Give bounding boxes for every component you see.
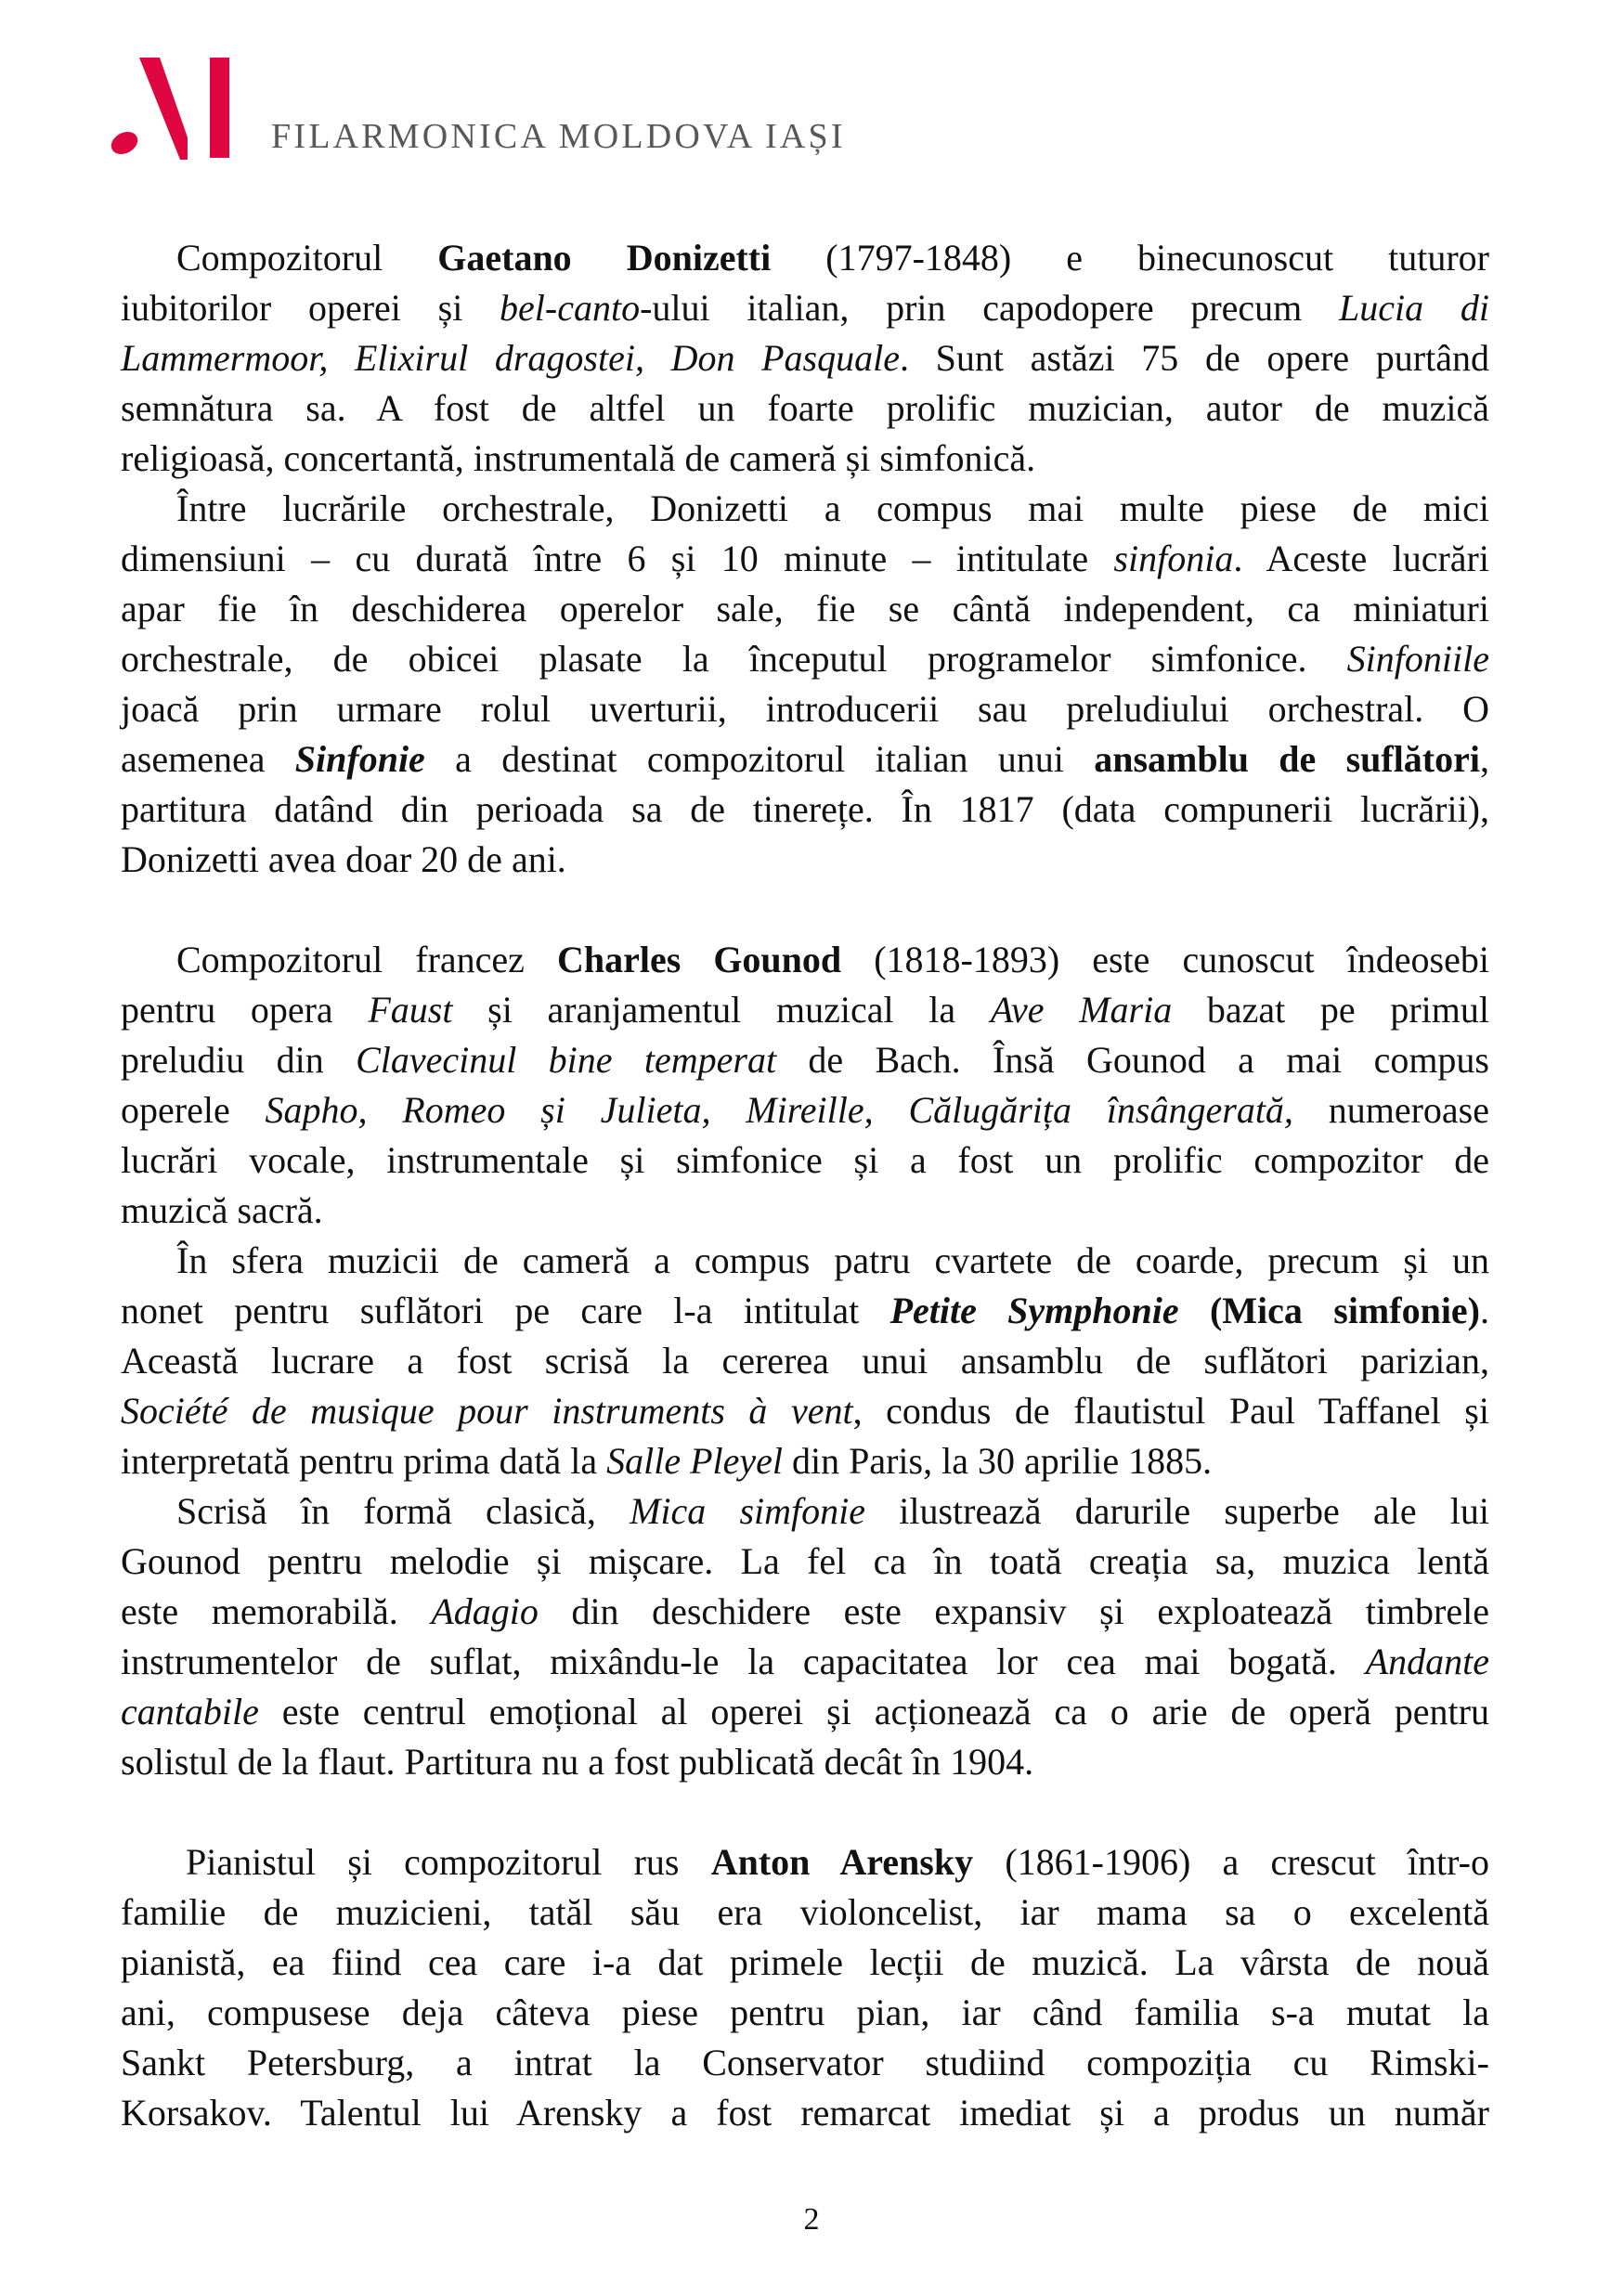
text-run: asemenea <box>121 738 295 780</box>
text-line <box>121 434 1489 484</box>
text-run: Între lucrările orchestrale, Donizetti a compus mai multe piese de mici <box>176 487 1489 529</box>
text-run: este centrul emoțional al operei și acționează ca o arie de operă pentru <box>258 1691 1489 1732</box>
text-run: din Paris, la 30 aprilie 1885. <box>783 1440 1213 1482</box>
text-line <box>121 1386 1489 1436</box>
text-run: -ului italian, prin capodopere precum <box>640 287 1340 329</box>
text-run: bazat pe primul <box>1172 989 1489 1031</box>
italic-text: Sinfoniile <box>1346 638 1489 680</box>
text-line <box>121 1737 1489 1787</box>
text-run: solistul de la flaut. Partitura nu a fost publicată decât în 1904. <box>121 1741 1034 1783</box>
text-run: este memorabilă. <box>121 1590 432 1632</box>
italic-text: Andante <box>1365 1641 1489 1682</box>
text-run <box>1179 1290 1210 1331</box>
bold-text: Charles Gounod <box>556 939 842 980</box>
text-line <box>121 1035 1489 1085</box>
italic-text: Adagio <box>431 1590 539 1632</box>
text-run: apar fie în deschiderea operelor sale, fie se cântă independent, ca miniaturi <box>121 588 1489 629</box>
text-run: Compozitorul <box>176 237 438 279</box>
text-run: (1818-1893) este cunoscut îndeosebi <box>841 939 1489 980</box>
text-line <box>121 2038 1489 2088</box>
bold-italic-text: Sinfonie <box>294 738 425 780</box>
text-line <box>121 383 1489 434</box>
text-line <box>121 1887 1489 1938</box>
text-line <box>121 835 1489 885</box>
text-line <box>121 1236 1489 1286</box>
bold-text: ansamblu de suflători <box>1094 738 1480 780</box>
text-run: iubitorilor operei și <box>121 287 500 329</box>
text-line <box>121 1186 1489 1236</box>
italic-text: bel-canto <box>500 287 641 329</box>
text-run: pianistă, ea fiind cea care i-a dat primele lecții de muzică. La vârsta de nouă <box>121 1941 1489 1983</box>
text-line <box>121 1687 1489 1737</box>
text-run: ilustrează darurile superbe ale lui <box>865 1490 1490 1532</box>
text-run: semnătura sa. A fost de altfel un foarte prolific muzician, autor de muzică <box>121 387 1489 429</box>
text-line <box>121 233 1489 283</box>
page-number: 2 <box>803 2202 820 2237</box>
bold-text: (Mica simfonie) <box>1209 1290 1481 1331</box>
text-run: ani, compusese deja câteva piese pentru pian, iar când familia s-a mutat la <box>121 1991 1489 2033</box>
text-run: Pianistul și compozitorul rus <box>186 1841 711 1883</box>
text-line <box>121 584 1489 634</box>
filarmonica-logo-icon <box>104 54 239 163</box>
brand-name: FILARMONICA MOLDOVA IAȘI <box>271 117 846 156</box>
text-run: familie de muzicieni, tatăl său era violoncelist, iar mama sa o excelentă <box>121 1891 1489 1933</box>
text-line <box>121 1587 1489 1637</box>
text-run: , condus de flautistul Paul Taffanel și <box>852 1390 1489 1432</box>
text-run: operele <box>121 1089 266 1131</box>
italic-text: Lucia di <box>1339 287 1489 329</box>
text-line <box>121 1486 1489 1537</box>
text-run: . Sunt astăzi 75 de opere purtând <box>899 337 1489 379</box>
text-line <box>121 283 1489 333</box>
text-line <box>121 2088 1489 2138</box>
text-line <box>121 1938 1489 1988</box>
text-run: dimensiuni – cu durată între 6 și 10 minute – intitulate <box>121 538 1114 579</box>
text-run: . Aceste lucrări <box>1233 538 1489 579</box>
italic-text: Sapho, Romeo și Julieta, Mireille, Călugărița însângerată, <box>265 1089 1293 1131</box>
text-line <box>121 1436 1489 1486</box>
italic-text: cantabile <box>121 1691 259 1732</box>
text-run: de Bach. Însă Gounod a mai compus <box>776 1039 1490 1081</box>
text-run: și aranjamentul muzical la <box>452 989 991 1031</box>
text-line <box>121 1988 1489 2038</box>
text-line <box>121 684 1489 734</box>
text-line <box>121 1837 1489 1887</box>
text-line <box>121 634 1489 684</box>
text-run: (1797-1848) e binecunoscut tuturor <box>771 237 1489 279</box>
text-run: interpretată pentru prima dată la <box>121 1440 607 1482</box>
text-run: Sankt Petersburg, a intrat la Conservator studiind compoziția cu Rimski- <box>121 2042 1489 2083</box>
bold-italic-text: Petite Symphonie <box>889 1290 1179 1331</box>
text-run: instrumentelor de suflat, mixându-le la capacitatea lor cea mai bogată. <box>121 1641 1366 1682</box>
text-run: (1861-1906) a crescut într-o <box>973 1841 1489 1883</box>
text-run: joacă prin urmare rolul uverturii, introducerii sau preludiului orchestral. O <box>121 688 1489 730</box>
text-run: Compozitorul francez <box>176 939 557 980</box>
text-line <box>121 1637 1489 1687</box>
text-line <box>121 484 1489 534</box>
text-run: Gounod pentru melodie și mișcare. La fel ca în toată creația sa, muzica lentă <box>121 1540 1489 1582</box>
text-line <box>121 1336 1489 1386</box>
text-run: Korsakov. Talentul lui Arensky a fost remarcat imediat și a produs un număr <box>121 2092 1489 2134</box>
text-run: muzică sacră. <box>121 1189 323 1231</box>
text-run: numeroase <box>1292 1089 1489 1131</box>
bold-text: Gaetano Donizetti <box>437 237 772 279</box>
text-line <box>121 734 1489 785</box>
italic-text: Salle Pleyel <box>606 1440 783 1482</box>
italic-text: sinfonia <box>1113 538 1234 579</box>
text-run: În sfera muzicii de cameră a compus patru cvartete de coarde, precum și un <box>176 1239 1489 1281</box>
text-run: Donizetti avea doar 20 de ani. <box>121 838 566 880</box>
text-run: religioasă, concertantă, instrumentală de cameră și simfonică. <box>121 437 1036 479</box>
italic-text: Mica simfonie <box>630 1490 866 1532</box>
text-line <box>121 785 1489 835</box>
text-line <box>121 1085 1489 1135</box>
text-line <box>121 534 1489 584</box>
text-line <box>121 935 1489 985</box>
bold-text: Anton Arensky <box>710 1841 974 1883</box>
italic-text: Société de musique pour instruments à vent <box>121 1390 853 1432</box>
italic-text: Faust <box>368 989 453 1031</box>
text-line <box>121 985 1489 1035</box>
text-run: Scrisă în formă clasică, <box>176 1490 630 1532</box>
text-run: preludiu din <box>121 1039 357 1081</box>
text-run: nonet pentru suflători pe care l-a intitulat <box>121 1290 890 1331</box>
text-run: din deschidere este expansiv și exploatează timbrele <box>538 1590 1489 1632</box>
text-line <box>121 333 1489 383</box>
text-run: . <box>1480 1290 1490 1331</box>
text-line <box>121 1135 1489 1186</box>
text-run: partitura datând din perioada sa de tinerețe. În 1817 (data compunerii lucrării), <box>121 788 1489 830</box>
text-run: Această lucrare a fost scrisă la cererea unui ansamblu de suflători parizian, <box>121 1340 1489 1381</box>
text-run: , <box>1480 738 1489 780</box>
text-line <box>121 1286 1489 1336</box>
italic-text: Lammermoor, Elixirul dragostei, Don Pasquale <box>121 337 900 379</box>
text-run: orchestrale, de obicei plasate la începutul programelor simfonice. <box>121 638 1347 680</box>
text-run: lucrări vocale, instrumentale și simfonice și a fost un prolific compozitor de <box>121 1139 1489 1181</box>
italic-text: Ave Maria <box>990 989 1173 1031</box>
italic-text: Clavecinul bine temperat <box>356 1039 777 1081</box>
text-run: pentru opera <box>121 989 369 1031</box>
text-run: a destinat compozitorul italian unui <box>424 738 1095 780</box>
text-line <box>121 1537 1489 1587</box>
